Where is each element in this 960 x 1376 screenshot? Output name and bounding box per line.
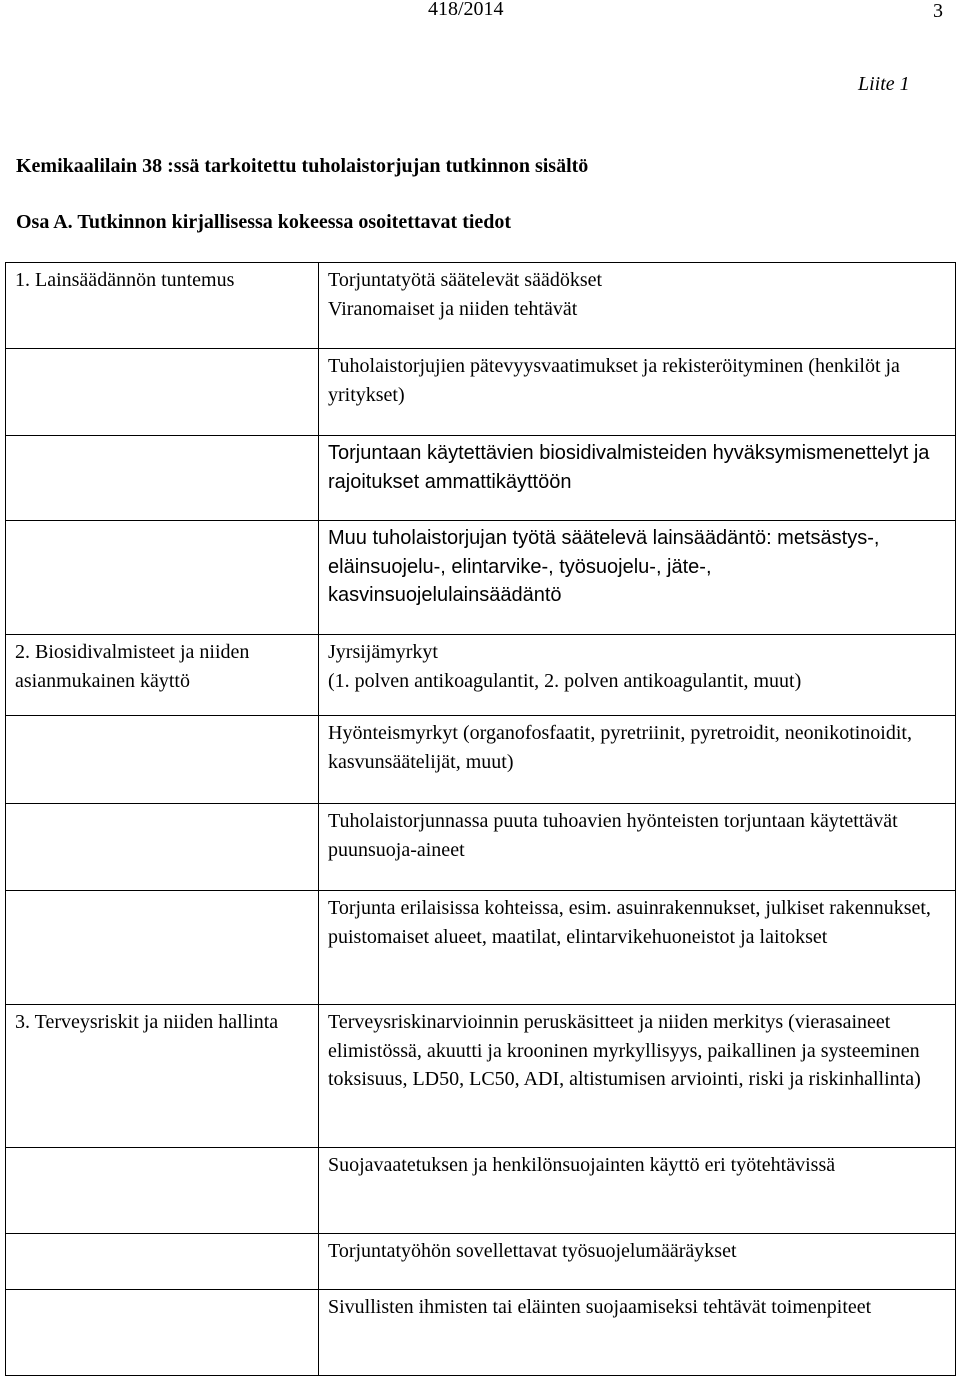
content-line: Terveysriskinarvioinnin peruskäsitteet ja niiden merkitys (vierasaineet elimistössä, akuutti ja krooninen myrkyllisyys, paikallinen ja systeeminen toksisuus, LD50, LC50, ADI, altistumisen arviointi, riski ja riskinhallinta)	[328, 1011, 921, 1090]
topic-area-cell: 3. Terveysriskit ja niiden hallinta	[6, 1005, 319, 1148]
table-row	[6, 1290, 956, 1376]
table-row	[6, 1234, 956, 1290]
topic-area-cell: 2. Biosidivalmisteet ja niiden asianmukainen käyttö	[6, 635, 319, 716]
content-cell	[319, 635, 956, 716]
topic-area-cell: 1. Lainsäädännön tuntemus	[6, 263, 319, 349]
table-row	[6, 891, 956, 1005]
topic-area-cell	[6, 804, 319, 891]
content-cell	[319, 1005, 956, 1148]
document-number: 418/2014	[428, 0, 504, 20]
table-row	[6, 521, 956, 635]
content-cell	[319, 1234, 956, 1290]
content-line: (1. polven antikoagulantit, 2. polven antikoagulantit, muut)	[328, 669, 802, 692]
appendix-label: Liite 1	[858, 73, 910, 95]
content-line: Jyrsijämyrkyt	[328, 641, 438, 663]
topic-area-cell	[6, 436, 319, 521]
document-title: Kemikaalilain 38 :ssä tarkoitettu tuholaistorjujan tutkinnon sisältö	[16, 155, 589, 177]
table-row	[6, 635, 956, 716]
content-line: Hyönteismyrkyt (organofosfaatit, pyretriinit, pyretroidit, neonikotinoidit, kasvunsäätelijät, muut)	[328, 722, 912, 773]
table-row	[6, 1148, 956, 1234]
table-row	[6, 716, 956, 804]
content-cell	[319, 521, 956, 635]
topic-area-cell	[6, 521, 319, 635]
table-row	[6, 263, 956, 349]
content-line: Torjunta erilaisissa kohteissa, esim. asuinrakennukset, julkiset rakennukset, puistomaiset alueet, maatilat, elintarvikehuoneistot ja laitokset	[328, 897, 931, 948]
content-line: Tuholaistorjunnassa puuta tuhoavien hyönteisten torjuntaan käytettävät puunsuoja-aineet	[328, 810, 898, 861]
topic-area-cell	[6, 891, 319, 1005]
table-row	[6, 436, 956, 521]
topic-area-cell	[6, 1148, 319, 1234]
content-cell	[319, 716, 956, 804]
content-cell	[319, 349, 956, 436]
content-table	[5, 262, 956, 1376]
topic-area-cell	[6, 1290, 319, 1376]
content-cell	[319, 804, 956, 891]
content-cell	[319, 891, 956, 1005]
table-row	[6, 349, 956, 436]
table-row	[6, 804, 956, 891]
content-line: Torjuntatyöhön sovellettavat työsuojelumääräykset	[328, 1240, 737, 1262]
content-cell	[319, 1290, 956, 1376]
content-cell	[319, 263, 956, 349]
content-cell	[319, 1148, 956, 1234]
content-line: Suojavaatetuksen ja henkilönsuojainten käyttö eri työtehtävissä	[328, 1154, 836, 1176]
page-number: 3	[933, 0, 943, 22]
content-line: Viranomaiset ja niiden tehtävät	[328, 297, 578, 320]
topic-area-cell	[6, 1234, 319, 1290]
content-line: Torjuntatyötä säätelevät säädökset	[328, 269, 603, 291]
content-line: Tuholaistorjujien pätevyysvaatimukset ja rekisteröityminen (henkilöt ja yritykset)	[328, 355, 900, 406]
table-row	[6, 1005, 956, 1148]
topic-area-cell	[6, 349, 319, 436]
section-heading: Osa A. Tutkinnon kirjallisessa kokeessa osoitettavat tiedot	[16, 211, 512, 233]
topic-area-cell	[6, 716, 319, 804]
content-line: Sivullisten ihmisten tai eläinten suojaamiseksi tehtävät toimenpiteet	[328, 1296, 872, 1318]
content-line: Torjuntaan käytettävien biosidivalmisteiden hyväksymismenettelyt ja rajoitukset ammattikäyttöön	[328, 442, 930, 493]
content-cell	[319, 436, 956, 521]
content-line: Muu tuholaistorjujan työtä säätelevä lainsäädäntö: metsästys-, eläinsuojelu-, elintarvike-, työsuojelu-, jäte-, kasvinsuojelulainsäädäntö	[328, 527, 880, 606]
